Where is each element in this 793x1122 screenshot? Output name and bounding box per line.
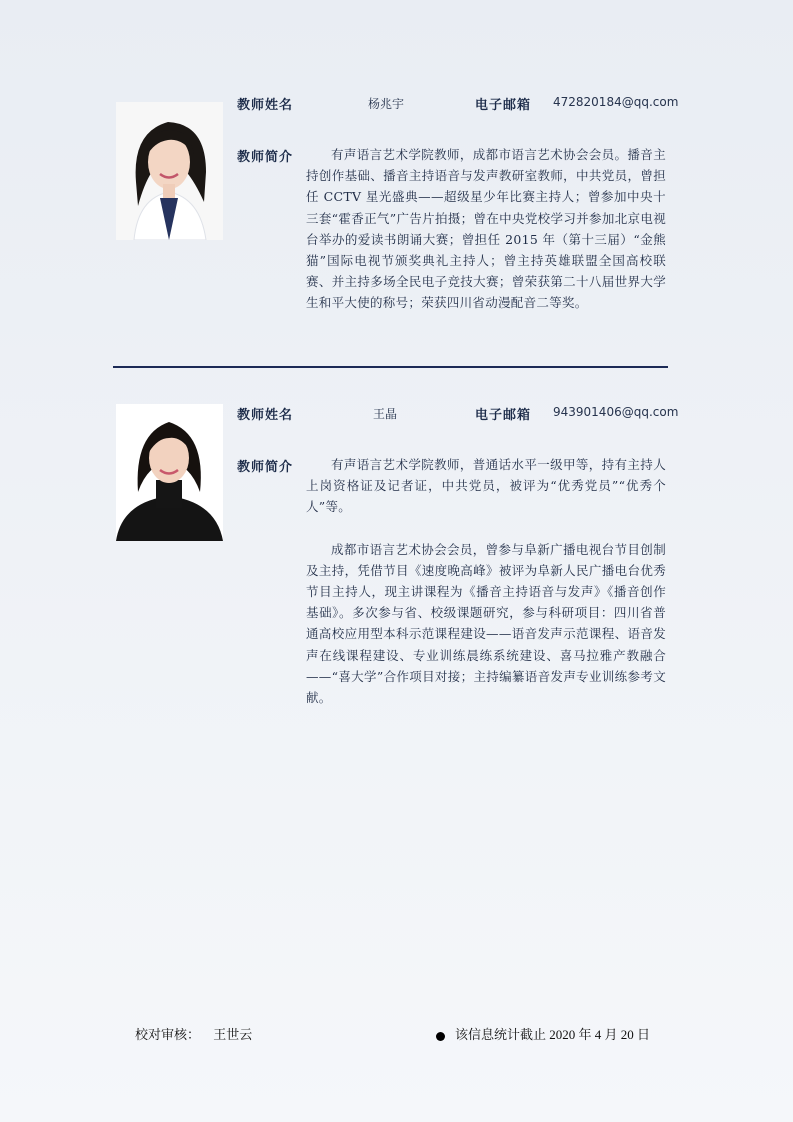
teacher-name: 王晶: [373, 407, 398, 421]
portrait-icon: [116, 404, 223, 541]
bio-paragraph: 有声语言艺术学院教师，普通话水平一级甲等，持有主持人上岗资格证及记者证，中共党员，被评为“优秀党员”“优秀个人”等。: [306, 457, 666, 515]
bullet-icon: [436, 1032, 445, 1041]
statistics-note: [436, 1024, 650, 1043]
teacher-photo-1: [116, 102, 223, 240]
statistics-date: 该信息统计截止 2020 年 4 月 20 日: [455, 1027, 651, 1042]
reviewer-label: 校对审核：: [135, 1027, 201, 1042]
portrait-icon: [116, 102, 223, 240]
section-divider: [113, 366, 668, 368]
bio-paragraph: 有声语言艺术学院教师，成都市语言艺术协会会员。播音主持创作基础、播音主持语音与发声教研室教师，中共党员，曾担任 CCTV 星光盛典——超级星少年比赛主持人；曾参加中央十三套“霍香正气”广告片拍摄；曾在中央党校学习并参加北京电视台举办的爱读书朗诵大赛；曾担任 2015 年（第十三届）“金熊猫”国际电视节颁奖典礼主持人；曾主持英雄联盟全国高校联赛、并主持多场全民电子竞技大赛；曾荣获第二十八届世界大学生和平大使的称号；荣获四川省动漫配音二等奖。: [306, 147, 666, 311]
teacher-name: 杨兆宇: [368, 97, 405, 111]
bio-paragraph: 成都市语言艺术协会会员，曾参与阜新广播电视台节目创制及主持，凭借节目《速度晚高峰》被评为阜新人民广播电台优秀节目主持人，现主讲课程为《播音主持语音与发声》《播音创作基础》。多次参与省、校级课题研究，参与科研项目：四川省普通高校应用型本科示范课程建设——语音发声示范课程、语音发声在线课程建设、专业训练晨练系统建设、喜马拉雅产教融合——“喜大学”合作项目对接；主持编纂语音发声专业训练参考文献。: [306, 541, 666, 706]
email-label: 电子邮箱: [475, 408, 532, 423]
reviewer-name: 王世云: [213, 1027, 253, 1042]
intro-label: 教师简介: [237, 460, 294, 475]
teacher-bio: [306, 454, 666, 708]
teacher-email[interactable]: 943901406@qq.com: [553, 405, 679, 419]
reviewer-line: [135, 1024, 252, 1043]
email-label: 电子邮箱: [475, 98, 532, 113]
teacher-photo-2: [116, 404, 223, 541]
teacher-bio: [306, 144, 666, 314]
intro-label: 教师简介: [237, 150, 294, 165]
teacher-email[interactable]: 472820184@qq.com: [553, 95, 679, 109]
name-label: 教师姓名: [237, 98, 294, 113]
name-label: 教师姓名: [237, 408, 294, 423]
